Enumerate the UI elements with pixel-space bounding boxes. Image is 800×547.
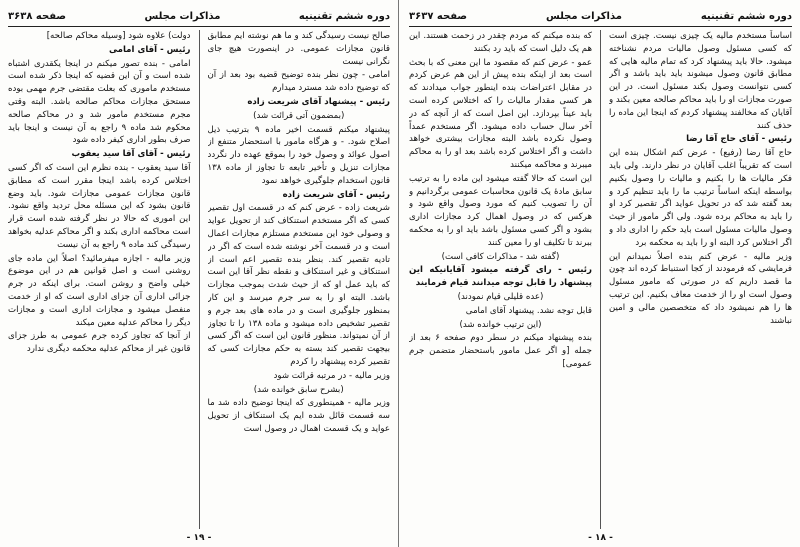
left-page-number-label: صفحه ۳۶۳۸ [8,10,67,22]
paragraph: وزیر مالیه - در مرتبه قرائت شود [273,370,390,381]
column-divider [199,30,200,529]
paragraph: صالح نیست رسیدگی کند و ما هم نوشته ایم مطابق قانون مجازات عمومی. در اینصورت هیچ جای نگرانی نیست [207,31,390,67]
right-page-title: مذاکرات مجلس [545,10,622,22]
left-page-column-left [8,30,191,529]
left-page-columns [8,30,390,529]
left-page-column-right [208,30,391,529]
paragraph: اساساً مستخدم مالیه یک چیزی نیست. چیزی است که کسی مسئول وصول مالیات مردم نشناخته میشود. حالا باید پیشنهاد کرد که تمام مالیه هایی که مطابق قانون وصول میشوند باید باید باشد و اگر کسی نتوانست وصول بکند مسئول است. در این صورت مجازات او را باید محاکم صالحه معین بکند و آقایان که مخالفند پیشنهاد کردم که اینجا این ماده را حذف کنند [609,31,792,131]
speaker-heading: رئیس - آقای آقا سید یعقوب [71,149,191,160]
right-page [401,0,800,547]
paragraph: از آنجا که تجاوز کرده جرم عمومی به طرز جزای قانون غیر از محاکم عدلیه محکمه دیگری ندارد [8,331,191,355]
paragraph: وزیر مالیه - عرض کنم بنده اصلاً نمیدانم این فرمایشی که فرمودند از کجا استنباط کرده اند چون ما قصد داریم که در صورتی که مامور مسئول وصول است او را از خدمت معاف بکنیم. این ترتیب ها را هم نمیشود داد که متخصصین مالی و امین نباشند [609,251,792,326]
paragraph: آقا سید یعقوب - بنده نظرم این است که اگر کسی اختلاس کرده باشد اینجا مقرر است که مطابق قانون مجازات عمومی مجازات شود. باید وضع قانون بشود که این مسئله محل تردید واقع نشود. این اموری که حالا در نظر گرفته شده است قرار است محاکمه اداری بکند و اگر محاکم عدلیه بخواهد رسیدگی کند ماده ۹ راجع به آن نیست [8,162,191,250]
right-page-footer-number: - ۱۸ - [588,533,613,543]
right-page-header [409,6,792,27]
paragraph: امامی - بنده تصور میکنم در اینجا یکقدری اشتباه شده است و آن این قضیه که اینجا ذکر شده است مستخدم ماموری که بعلت مقتضی جرم مهمی بوده مستحق مجازات محاکم صالحه باشد. البته وقتی مجرم مستخدم مامور شد و در محاکم صالحه محکوم شد ماده ۹ راجع به آن نیست و اینجا باید صرف بطور اداری کیفر داده شود [8,58,191,146]
paragraph: حاج آقا رضا (رفیع) - عرض کنم اشکال بنده این است که تقریباً اغلب آقایان در نظر دارند. ولی باید فکر مالیات ها را بکنیم و مالیات را وصول بکنیم بواسطه اینکه اساساً ترتیب ما را باید تنظیم کرد و بعد گفته شد که در تحویل عواید اگر تقصیر کرد او را باید به محاکم برده شود. ولی اگر مامور از حیث وصول مالیات مسئول است باید حکم را اداری داد و اگر اختلاس کرد البته او را باید به محکمه برد [609,148,792,248]
paragraph: پیشنهاد میکنم قسمت اخیر ماده ۹ بترتیب ذیل اصلاح شود. - و هرگاه مامور با استحضار متنفع از اصول عوائد و وصول خود را بموقع عهده دار نگردد مجازات تنزیل و تأخیر تابعه تا تجاوز از ماده ۱۳۸ قانون استخدام جلوگیری خواهد نمود [207,124,390,186]
paragraph: امامی - چون نظر بنده توضیح قضیه بود بعد از آن که توضیح داده شد مسترد میدارم [207,70,390,94]
paragraph: دولت) علاوه شود [وسیله محاکم صالحه] [46,31,191,41]
procedural-note: (بمضمون آتی قرائت شد) [253,110,345,121]
paragraph: عمو - عرض کنم که مقصود ما این معنی که با بحث است بعد از اینکه بنده پیش از این هم عرض کردم در مقابل اعتراضات بنده اینطور جواب میدادند که هر کسی مقدار مالیات را که اختلاس کرده است باید عیناً بپردازد. این اصل است که از آنچه که در آخر سال حساب داده میشود. اگر مستخدم عمداً وصول نکرده باشد البته مجازات بیشتری خواهد داشت و اگر اختلاس کرده باشد بعد او را به محاکم میبرند و محاکمه میکنند [409,57,592,170]
speaker-heading: رئیس - آقای حاج آقا رضا [686,134,792,145]
paragraph: بنده پیشنهاد میکنم در سطر دوم صفحه ۶ بعد از جمله [و اگر عمل مامور باستحضار متضمن جرم عمومی] [409,333,592,369]
paragraph: قابل توجه نشد. پیشنهاد آقای امامی [465,305,592,316]
paragraph: وزیر مالیه - همینطوری که اینجا توضیح داده شد ما سه قسمت قائل شده ایم یک استنکاف از تحویل عواید و یک قسمت اهمال در وصول است [207,398,390,434]
procedural-note: (این ترتیب خوانده شد) [459,319,542,330]
paragraph: این است که حالا گفته میشود این ماده را به ترتیب سابق مادهٔ یک قانون محاسبات عمومی برگردانیم و آن را تصویب کنیم که مورد وصول واقع شود و هرکس که در وصول اهمال کرد مجازات اداری بشود و اگر کسی مسئول باشد باید او را به محکمه ببرند تا تکلیف او را معین کنند [409,173,592,248]
paragraph: وزیر مالیه - اجازه میفرمائید؟ اصلاً این ماده جای روشنی است و اصل قوانین هم در این موضوع خیلی واضح و روشن است. برای اینکه در جرم جزائی اداری آن جزای اداری است که او از خدمت منفصل میشود و مجازات اداری است و مجازات دیگر را محاکم عدلیه معین میکند [8,253,191,328]
speaker-heading: رئیس - آقای شریعت زاده [282,189,390,200]
right-page-number-label: صفحه ۳۶۳۷ [409,10,468,22]
speaker-heading: رئیس - آقای امامی [108,44,191,55]
left-page-session: دوره ششم تقنینیه [298,10,390,22]
paragraph: که بنده میکنم که مردم چقدر در زحمت هستند. این هم یک دلیل است که باید رد بکنند [409,31,592,54]
right-page-columns [409,30,792,529]
left-page-footer-number: - ۱۹ - [186,533,212,543]
speaker-heading: رئیس - پیشنهاد آقای شریعت زاده [247,96,390,107]
paragraph: شریعت زاده - عرض کنم که در قسمت اول تقصیر کسی که اگر مستخدم استنکاف کند از تحویل عواید و وصولی خود این مستخدم مستلزم مجازات اعمال است و در قسمت آخر نوشته شده است که اگر در تادیه تقصیر کند. بنظر بنده تقصیر اعم است از استنکاف و غیر استنکاف و نقطه نظر آقا این است که باید عمل او که از حیث شدت بموجب مجازات باشد. البته او را به سر جرم میرسد و این کار بمنظور جلوگیری است و در ماده های بعد جرم و تقصیر تشخیص داده میشود و ماده ۱۳۸ را تا تجاوز از آن نمیتواند. منظور قانون این است که اگر کسی بیجهت تقصیر کند بسته به حکم مجازات کسی که تقصیر کرده پیشنهاد را کردم [207,203,390,367]
right-page-column-left [409,30,592,529]
procedural-note: (عده قلیلی قیام نمودند) [457,291,544,302]
column-divider [600,30,601,529]
left-page-title: مذاکرات مجلس [144,10,221,22]
procedural-note: (بشرح سابق خوانده شد) [253,384,344,395]
right-page-session: دوره ششم تقنینیه [700,10,792,22]
left-page-header [8,6,390,27]
right-page-column-right [609,30,792,529]
procedural-note: (گفته شد - مذاکرات کافی است) [441,251,560,262]
speaker-heading: رئیس - رای گرفته میشود آقایانیکه این پیشنهاد را قابل توجه میدانند قیام فرمایند [409,265,592,289]
left-page [0,0,399,547]
